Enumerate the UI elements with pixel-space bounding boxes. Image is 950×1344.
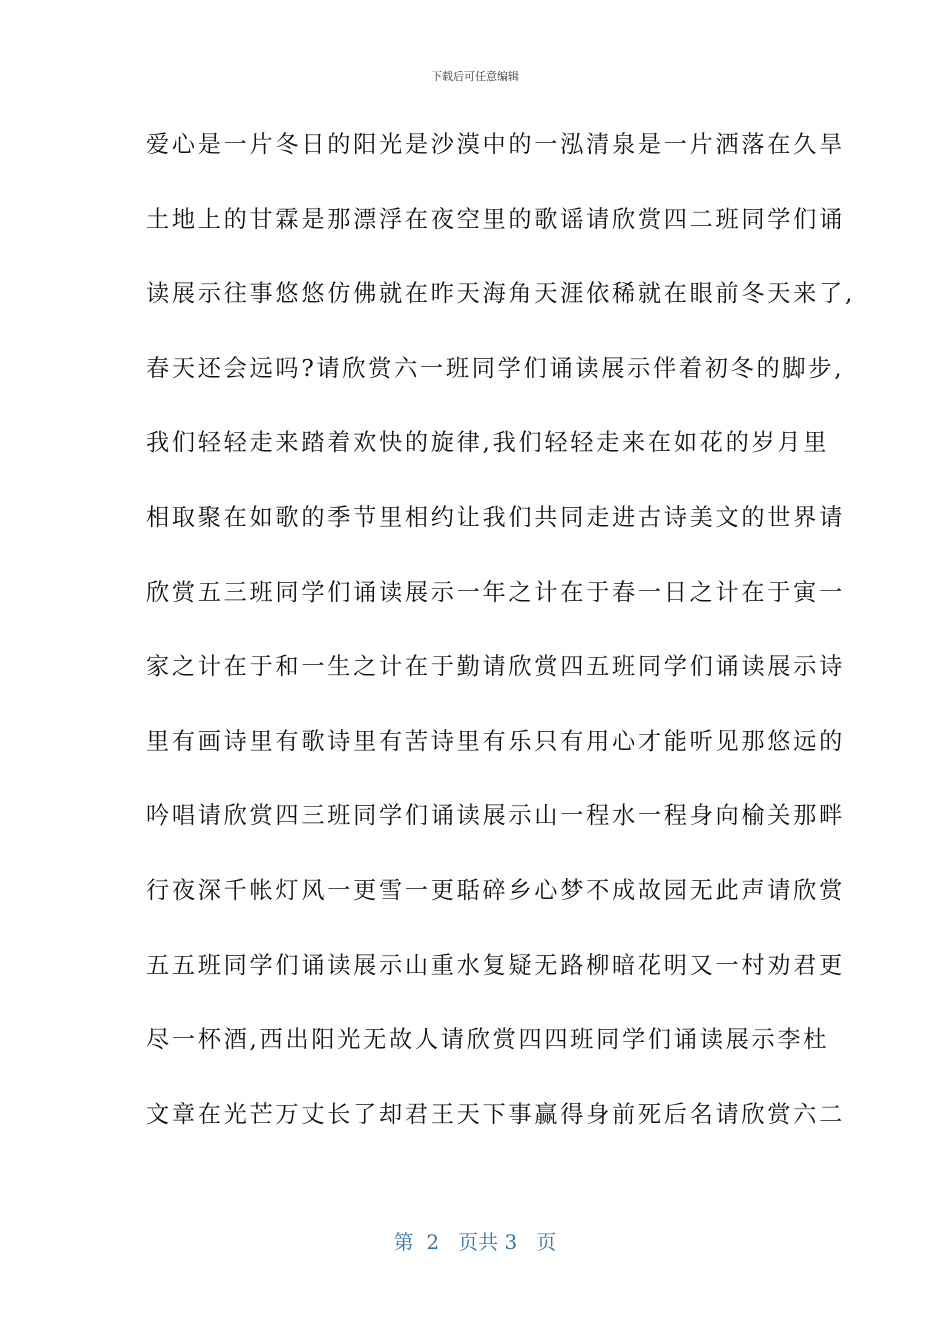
body-line: 春天还会远吗?请欣赏六一班同学们诵读展示伴着初冬的脚步, [146, 354, 845, 382]
body-line: 吟唱请欣赏四三班同学们诵读展示山一程水一程身向榆关那畔 [146, 802, 845, 830]
body-line: 欣赏五三班同学们诵读展示一年之计在于春一日之计在于寅一 [146, 578, 845, 606]
document-body [146, 124, 856, 1168]
body-line: 家之计在于和一生之计在于勤请欣赏四五班同学们诵读展示诗 [146, 653, 845, 681]
body-line: 相取聚在如歌的季节里相约让我们共同走进古诗美文的世界请 [146, 503, 845, 531]
body-line: 行夜深千帐灯风一更雪一更聒碎乡心梦不成故园无此声请欣赏 [146, 876, 845, 904]
body-line: 读展示往事悠悠仿佛就在昨天海角天涯依稀就在眼前冬天来了, [146, 280, 856, 308]
body-line: 里有画诗里有歌诗里有苦诗里有乐只有用心才能听见那悠远的 [146, 727, 845, 755]
page-number: 第 2 页共 3 页 [393, 1230, 557, 1254]
body-line: 尽一杯酒,西出阳光无故人请欣赏四四班同学们诵读展示李杜 [146, 1026, 830, 1054]
body-line: 我们轻轻走来踏着欢快的旋律,我们轻轻走来在如花的岁月里 [146, 429, 830, 457]
body-line: 土地上的甘霖是那漂浮在夜空里的歌谣请欣赏四二班同学们诵 [146, 205, 845, 233]
body-line: 五五班同学们诵读展示山重水复疑无路柳暗花明又一村劝君更 [146, 951, 845, 979]
body-line: 爱心是一片冬日的阳光是沙漠中的一泓清泉是一片洒落在久旱 [146, 131, 845, 158]
body-line: 文章在光芒万丈长了却君王天下事赢得身前死后名请欣赏六二 [146, 1100, 845, 1128]
header-note: 下载后可任意编辑 [431, 70, 519, 83]
